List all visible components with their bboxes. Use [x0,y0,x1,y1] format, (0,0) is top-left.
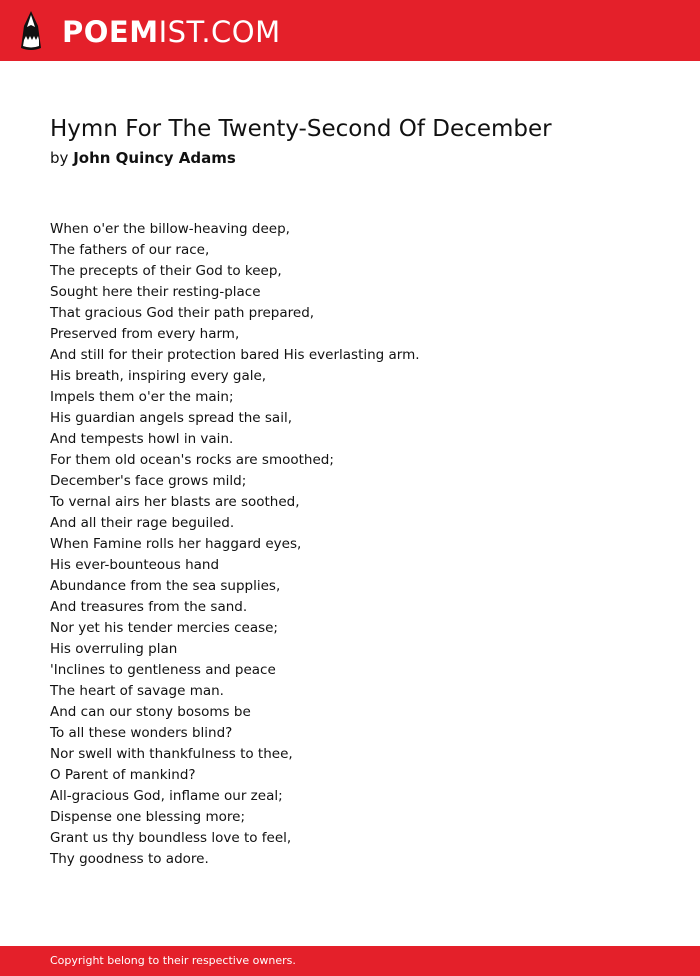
footer-bar [0,946,700,976]
byline [50,149,236,167]
poem-line: The precepts of their God to keep, [50,263,282,279]
poem-line: To vernal airs her blasts are soothed, [50,494,300,510]
pen-nib-icon [18,10,44,52]
site-logo[interactable] [62,12,281,52]
logo-light-text: IST.COM [158,15,281,49]
poem-line: Abundance from the sea supplies, [50,578,281,594]
poem-line: That gracious God their path prepared, [50,305,315,321]
poem-line: Dispense one blessing more; [50,809,246,825]
poem-line: O Parent of mankind? [50,767,196,783]
poem-body [50,219,670,870]
poem-line: For them old ocean's rocks are smoothed; [50,452,334,468]
poem-line: The heart of savage man. [50,683,224,699]
poem-line: Nor yet his tender mercies cease; [50,620,278,636]
poem-line: And treasures from the sand. [50,599,248,615]
author-name: John Quincy Adams [73,149,236,167]
poem-line: The fathers of our race, [50,242,210,258]
poem-line: His breath, inspiring every gale, [50,368,267,384]
poem-line: His overruling plan [50,641,178,657]
poem-line: Sought here their resting-place [50,284,261,300]
poem-line: Grant us thy boundless love to feel, [50,830,292,846]
poem-line: And can our stony bosoms be [50,704,251,720]
header-bar [0,0,700,61]
poem-line: Thy goodness to adore. [50,851,209,867]
poem-line: Impels them o'er the main; [50,389,234,405]
poem-line: And all their rage beguiled. [50,515,235,531]
poem-line: Nor swell with thankfulness to thee, [50,746,293,762]
poem-line: And still for their protection bared His everlasting arm. [50,347,420,363]
poem-title: Hymn For The Twenty-Second Of December [50,116,552,142]
poem-line: His ever-bounteous hand [50,557,220,573]
poem-line: All-gracious God, inflame our zeal; [50,788,283,804]
logo-bold-text: POEM [62,15,159,49]
poem-line: Preserved from every harm, [50,326,240,342]
poem-line: And tempests howl in vain. [50,431,234,447]
by-label: by [50,149,69,167]
poem-line: His guardian angels spread the sail, [50,410,292,426]
poem-line: To all these wonders blind? [50,725,233,741]
poem-line: December's face grows mild; [50,473,247,489]
poem-line: When Famine rolls her haggard eyes, [50,536,302,552]
poem-line: 'Inclines to gentleness and peace [50,662,276,678]
copyright-text: Copyright belong to their respective owners. [50,954,296,967]
poem-line: When o'er the billow-heaving deep, [50,221,290,237]
